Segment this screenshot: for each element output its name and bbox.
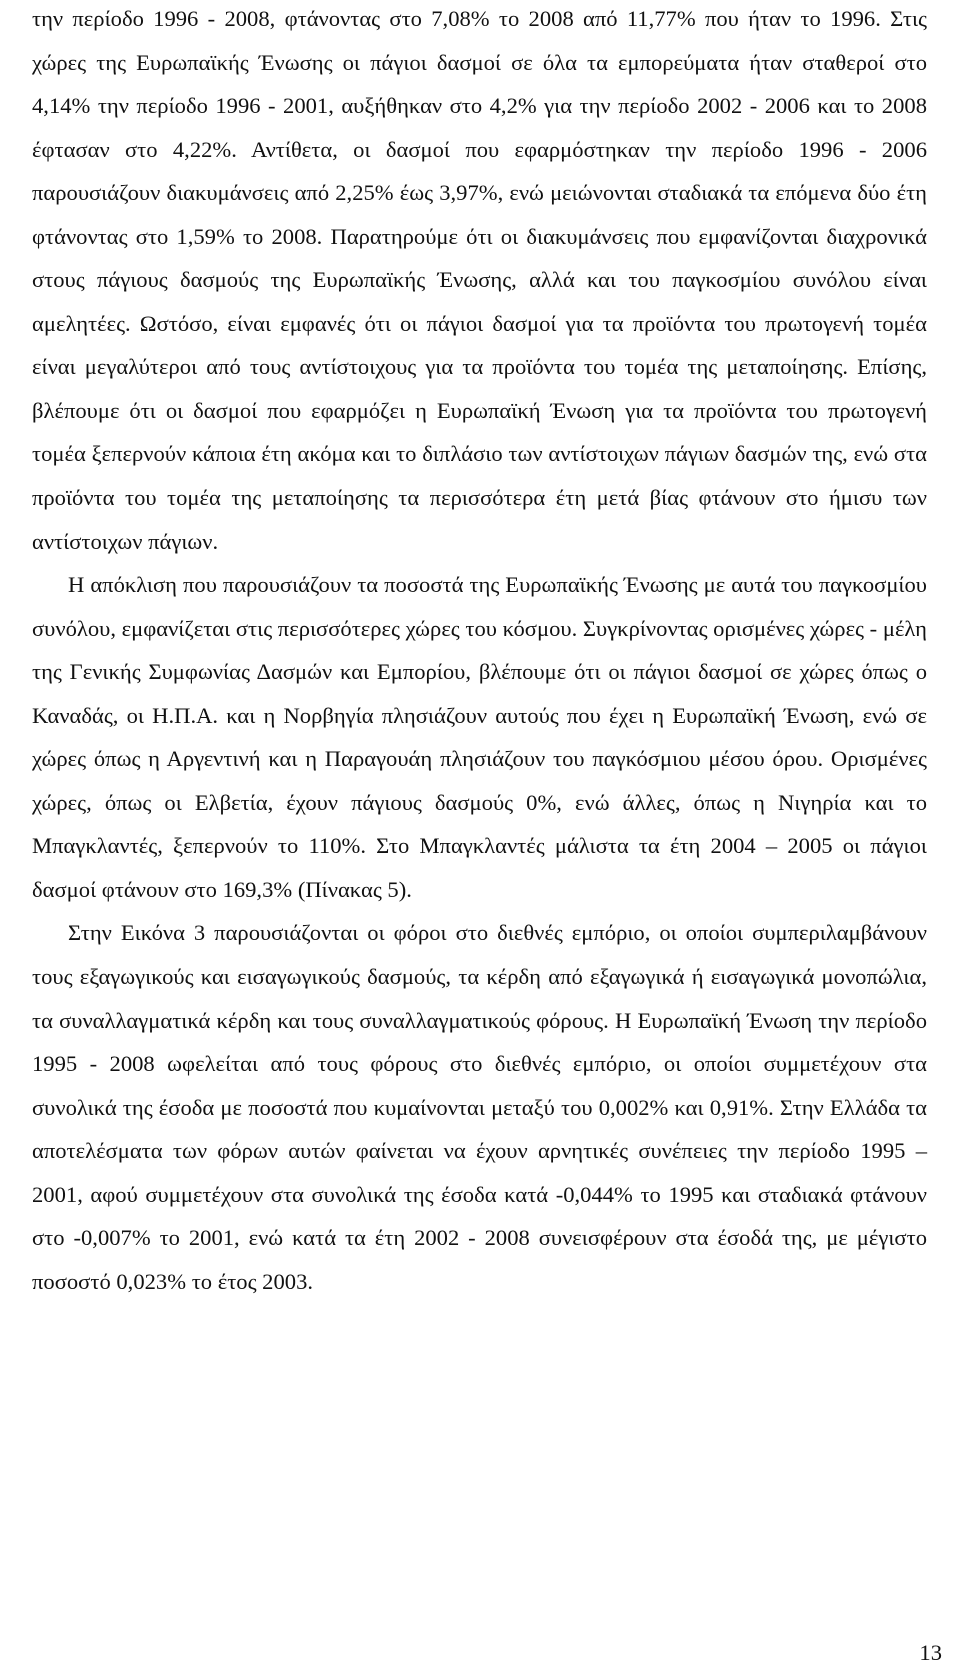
paragraph-country-comparison: Η απόκλιση που παρουσιάζουν τα ποσοστά της Ευρωπαϊκής Ένωσης με αυτά του παγκοσμίου συνόλου, εμφανίζεται στις περισσότερες χώρες του κόσμου. Συγκρίνοντας ορισμένες χώρες - μέλη της Γενικής Συμφωνίας Δασμών και Εμπορίου, βλέπουμε ότι οι πάγιοι δασμοί σε χώρες όπως ο Καναδάς, οι Η.Π.Α. και η Νορβηγία πλησιάζουν αυτούς που έχει η Ευρωπαϊκή Ένωση, ενώ σε χώρες όπως η Αργεντινή και η Παραγουάη πλησιάζουν του παγκόσμιου μέσου όρου. Ορισμένες χώρες, όπως οι Ελβετία, έχουν πάγιους δασμούς 0%, ενώ άλλες, όπως η Νιγηρία και το Μπαγκλαντές, ξεπερνούν το 110%. Στο Μπαγκλαντές μάλιστα τα έτη 2004 – 2005 οι πάγιοι δασμοί φτάνουν στο 169,3% (Πίνακας 5). [32, 572, 928, 902]
page-number: 13 [919, 1640, 942, 1665]
document-page [32, 0, 927, 1303]
paragraph-tariffs-trends: την περίοδο 1996 - 2008, φτάνοντας στο 7,08% το 2008 από 11,77% που ήταν το 1996. Στις χώρες της Ευρωπαϊκής Ένωσης οι πάγιοι δασμοί σε όλα τα εμπορεύματα ήταν σταθεροί στο 4,14% την περίοδο 1996 - 2001, αυξήθηκαν στο 4,2% για την περίοδο 2002 - 2006 και το 2008 έφτασαν στο 4,22%. Αντίθετα, οι δασμοί που εφαρμόστηκαν την περίοδο 1996 - 2006 παρουσιάζουν διακυμάνσεις από 2,25% έως 3,97%, ενώ μειώνονται σταδιακά τα επόμενα δύο έτη φτάνοντας στο 1,59% το 2008. Παρατηρούμε ότι οι διακυμάνσεις που εμφανίζονται διαχρονικά στους πάγιους δασμούς της Ευρωπαϊκής Ένωσης, αλλά και του παγκοσμίου συνόλου είναι αμελητέες. Ωστόσο, είναι εμφανές ότι οι πάγιοι δασμοί για τα προϊόντα του πρωτογενή τομέα είναι μεγαλύτεροι από τους αντίστοιχους για τα προϊόντα του τομέα της μεταποίησης. Επίσης, βλέπουμε ότι οι δασμοί που εφαρμόζει η Ευρωπαϊκή Ένωση για τα προϊόντα του πρωτογενή τομέα ξεπερνούν κάποια έτη ακόμα και το διπλάσιο των αντίστοιχων πάγιων δασμών της, ενώ στα προϊόντα του τομέα της μεταποίησης τα περισσότερα έτη μετά βίας φτάνουν στο ήμισυ των αντίστοιχων πάγιων. [32, 6, 927, 554]
paragraph-international-trade-taxes: Στην Εικόνα 3 παρουσιάζονται οι φόροι στο διεθνές εμπόριο, οι οποίοι συμπεριλαμβάνουν τους εξαγωγικούς και εισαγωγικούς δασμούς, τα κέρδη από εξαγωγικά ή εισαγωγικά μονοπώλια, τα συναλλαγματικά κέρδη και τους συναλλαγματικούς φόρους. Η Ευρωπαϊκή Ένωση την περίοδο 1995 - 2008 ωφελείται από τους φόρους στο διεθνές εμπόριο, οι οποίοι συμμετέχουν στα συνολικά της έσοδα με ποσοστά που κυμαίνονται μεταξύ του 0,002% και 0,91%. Στην Ελλάδα τα αποτελέσματα των φόρων αυτών φαίνεται να έχουν αρνητικές συνέπειες την περίοδο 1995 – 2001, αφού συμμετέχουν στα συνολικά της έσοδα κατά -0,044% το 1995 και σταδιακά φτάνουν στο -0,007% το 2001, ενώ κατά τα έτη 2002 - 2008 συνεισφέρουν στα έσοδά της, με μέγιστο ποσοστό 0,023% το έτος 2003. [32, 920, 927, 1294]
